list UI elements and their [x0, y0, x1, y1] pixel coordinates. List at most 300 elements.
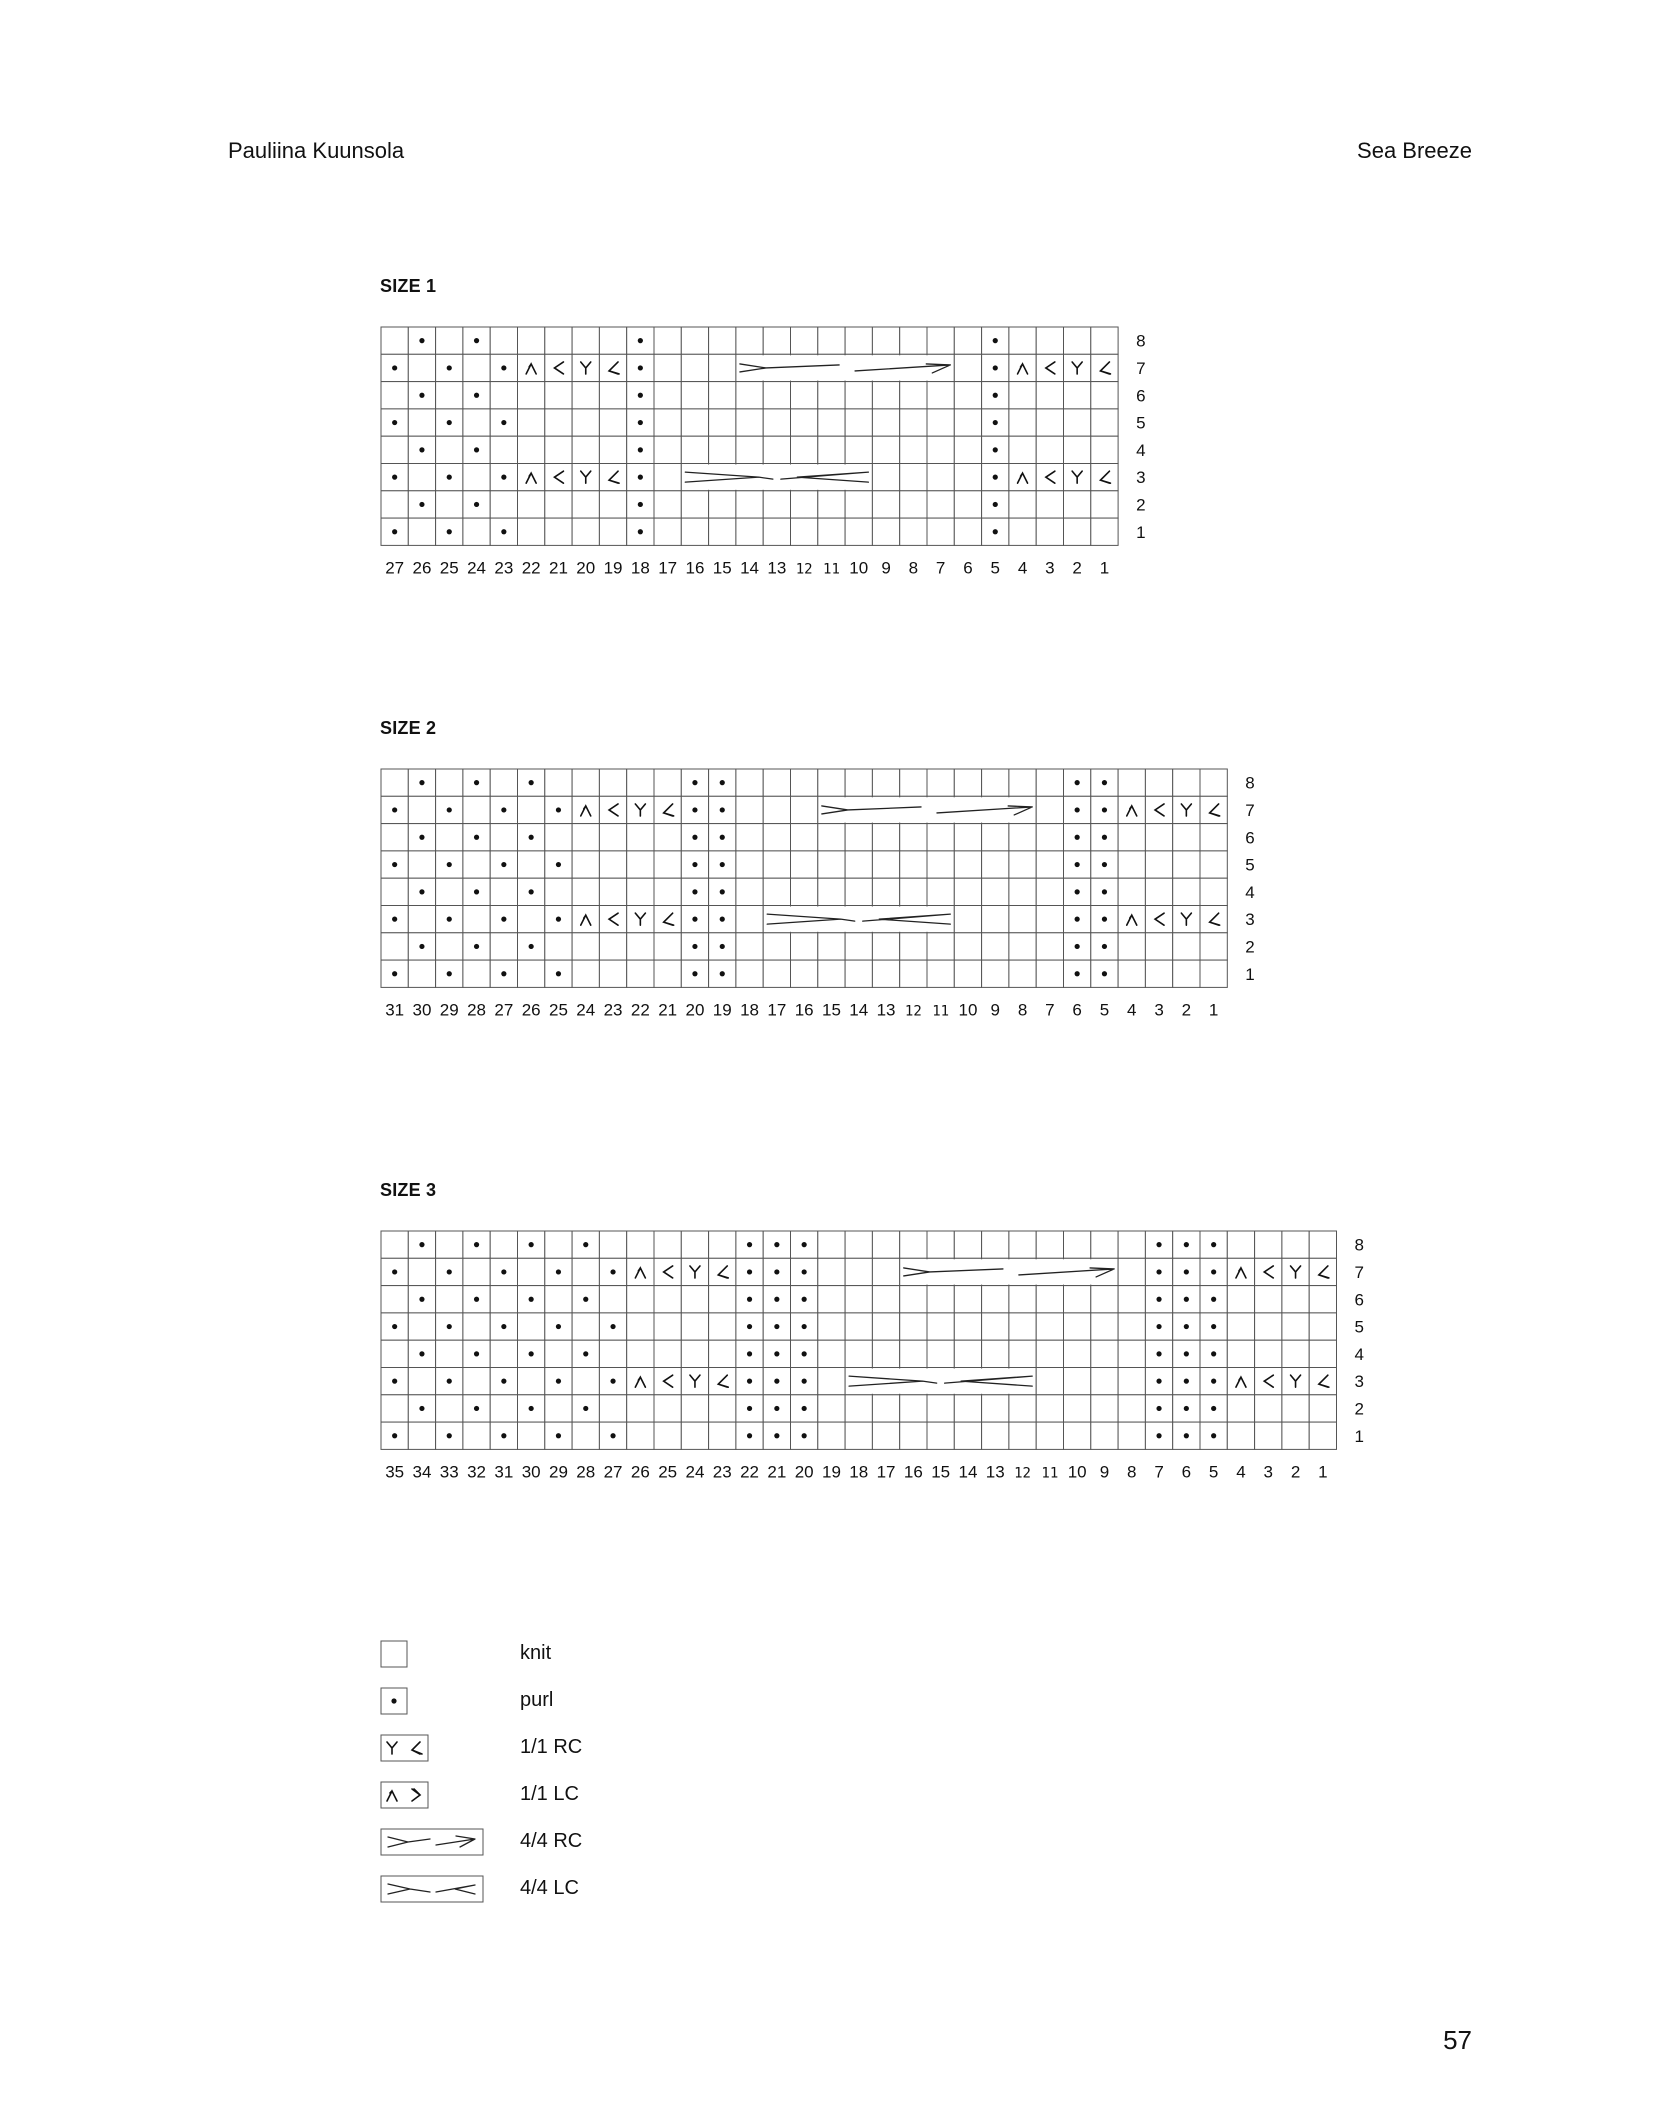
purl-mark — [392, 420, 397, 425]
stitch-cell — [900, 491, 927, 518]
stitch-cell — [954, 1231, 981, 1258]
stitch-cell — [572, 769, 599, 796]
stitch-cell — [654, 518, 681, 545]
column-number: 15 — [931, 1462, 951, 1482]
stitch-cell — [818, 1286, 845, 1313]
purl-mark — [610, 1379, 615, 1384]
stitch-cell — [709, 436, 736, 463]
stitch-cell — [1118, 1368, 1145, 1395]
purl-mark — [501, 807, 506, 812]
stitch-cell — [1282, 1340, 1309, 1367]
stitch-cell — [1091, 1340, 1118, 1367]
stitch-cell — [1009, 1340, 1036, 1367]
stitch-cell — [436, 1395, 463, 1422]
legend-knit — [380, 1640, 780, 1670]
stitch-cell — [1064, 1368, 1091, 1395]
stitch-cell — [954, 824, 981, 851]
purl-mark — [692, 835, 697, 840]
stitch-cell — [572, 518, 599, 545]
stitch-cell — [381, 327, 408, 354]
stitch-cell — [736, 933, 763, 960]
stitch-cell — [709, 1395, 736, 1422]
purl-mark — [1156, 1297, 1161, 1302]
stitch-cell — [1118, 933, 1145, 960]
stitch-cell — [408, 1422, 435, 1449]
stitch-cell — [654, 491, 681, 518]
size-1-title: SIZE 1 — [380, 276, 437, 296]
stitch-cell — [1255, 1286, 1282, 1313]
stitch-cell — [872, 851, 899, 878]
column-number: 34 — [412, 1462, 432, 1482]
stitch-cell — [654, 1368, 681, 1395]
stitch-cell — [654, 1286, 681, 1313]
purl-mark — [419, 1242, 424, 1247]
stitch-cell — [381, 382, 408, 409]
stitch-cell — [599, 1286, 626, 1313]
purl-mark — [1102, 862, 1107, 867]
purl-mark — [1156, 1242, 1161, 1247]
purl-mark — [993, 338, 998, 343]
stitch-cell — [927, 1422, 954, 1449]
purl-mark — [720, 835, 725, 840]
column-number: 22 — [630, 1000, 650, 1020]
purl-symbol-icon — [380, 1687, 490, 1717]
stitch-cell — [927, 824, 954, 851]
column-number: 25 — [658, 1462, 678, 1482]
stitch-cell — [872, 464, 899, 491]
purl-mark — [1211, 1406, 1216, 1411]
stitch-cell — [872, 436, 899, 463]
stitch-cell — [1118, 851, 1145, 878]
purl-mark — [802, 1324, 807, 1329]
stitch-cell — [654, 851, 681, 878]
purl-mark — [392, 1379, 397, 1384]
stitch-cell — [1009, 1395, 1036, 1422]
stitch-cell — [1145, 824, 1172, 851]
row-number: 2 — [1245, 937, 1255, 957]
purl-mark — [501, 475, 506, 480]
column-number: 29 — [548, 1462, 568, 1482]
column-number: 16 — [903, 1462, 923, 1482]
column-number: 24 — [576, 1000, 596, 1020]
stitch-cell — [927, 409, 954, 436]
stitch-cell — [845, 1313, 872, 1340]
stitch-cell — [1009, 878, 1036, 905]
purl-mark — [1156, 1379, 1161, 1384]
purl-mark — [556, 1324, 561, 1329]
purl-mark — [993, 502, 998, 507]
stitch-cell — [599, 878, 626, 905]
stitch-cell — [545, 518, 572, 545]
stitch-cell — [1009, 960, 1036, 987]
row-number: 2 — [1354, 1399, 1364, 1419]
stitch-cell — [900, 960, 927, 987]
column-number: 7 — [935, 558, 946, 578]
stitch-cell — [1309, 1422, 1336, 1449]
stitch-cell — [709, 1231, 736, 1258]
column-number: 9 — [990, 1000, 1000, 1020]
stitch-cell — [627, 878, 654, 905]
stitch-cell — [627, 1231, 654, 1258]
stitch-cell — [872, 1313, 899, 1340]
stitch-cell — [982, 769, 1009, 796]
stitch-cell — [599, 824, 626, 851]
purl-mark — [556, 1433, 561, 1438]
size-3-chart — [380, 1230, 1364, 1490]
stitch-cell — [490, 327, 517, 354]
stitch-cell — [818, 1340, 845, 1367]
stitch-cell — [627, 1395, 654, 1422]
purl-mark — [610, 1269, 615, 1274]
stitch-cell — [1064, 491, 1091, 518]
column-number: 19 — [712, 1000, 732, 1020]
column-number: 20 — [685, 1000, 705, 1020]
stitch-cell — [954, 878, 981, 905]
column-number: 17 — [767, 1000, 787, 1020]
purl-mark — [501, 862, 506, 867]
purl-mark — [529, 944, 534, 949]
stitch-cell — [1173, 824, 1200, 851]
stitch-cell — [954, 409, 981, 436]
stitch-cell — [572, 960, 599, 987]
stitch-cell — [1091, 327, 1118, 354]
stitch-cell — [436, 878, 463, 905]
stitch-cell — [654, 382, 681, 409]
stitch-cell — [463, 409, 490, 436]
stitch-cell — [982, 960, 1009, 987]
stitch-cell — [927, 464, 954, 491]
stitch-cell — [1036, 1286, 1063, 1313]
stitch-cell — [1064, 518, 1091, 545]
purl-mark — [1075, 971, 1080, 976]
stitch-cell — [1036, 382, 1063, 409]
stitch-cell — [954, 464, 981, 491]
stitch-cell — [791, 933, 818, 960]
stitch-cell — [818, 436, 845, 463]
stitch-cell — [599, 1231, 626, 1258]
purl-mark — [720, 780, 725, 785]
purl-mark — [993, 365, 998, 370]
column-number: 18 — [849, 1462, 869, 1482]
legend-knit-label: knit — [520, 1642, 552, 1664]
purl-mark — [447, 420, 452, 425]
stitch-cell — [681, 409, 708, 436]
stitch-cell — [518, 327, 545, 354]
column-number: 4 — [1017, 558, 1028, 578]
stitch-cell — [1036, 464, 1063, 491]
purl-mark — [1184, 1433, 1189, 1438]
stitch-cell — [1145, 933, 1172, 960]
stitch-cell — [654, 436, 681, 463]
stitch-cell — [1036, 1368, 1063, 1395]
stitch-cell — [872, 1286, 899, 1313]
purl-mark — [474, 338, 479, 343]
purl-mark — [747, 1324, 752, 1329]
purl-mark — [1211, 1324, 1216, 1329]
stitch-cell — [900, 851, 927, 878]
stitch-cell — [1009, 1231, 1036, 1258]
column-number: 27 — [385, 558, 405, 578]
purl-mark — [1075, 889, 1080, 894]
stitch-cell — [845, 409, 872, 436]
column-number: 27 — [494, 1000, 514, 1020]
column-number: 26 — [630, 1462, 650, 1482]
purl-mark — [1184, 1351, 1189, 1356]
stitch-cell — [436, 382, 463, 409]
column-number: 1 — [1318, 1462, 1328, 1482]
stitch-cell — [1009, 518, 1036, 545]
stitch-cell — [954, 933, 981, 960]
stitch-cell — [1009, 851, 1036, 878]
stitch-cell — [545, 824, 572, 851]
stitch-cell — [681, 1313, 708, 1340]
stitch-cell — [1309, 1313, 1336, 1340]
stitch-cell — [1036, 796, 1063, 823]
purl-mark — [993, 420, 998, 425]
stitch-cell — [1064, 1286, 1091, 1313]
stitch-cell — [1091, 1231, 1118, 1258]
purl-mark — [1156, 1324, 1161, 1329]
row-number: 3 — [1354, 1372, 1364, 1392]
purl-mark — [529, 889, 534, 894]
stitch-cell — [845, 851, 872, 878]
size-2-chart-grid — [380, 768, 1255, 1028]
stitch-cell — [736, 824, 763, 851]
stitch-cell — [1282, 1286, 1309, 1313]
stitch-cell — [900, 1313, 927, 1340]
stitch-cell — [654, 1340, 681, 1367]
purl-mark — [1156, 1433, 1161, 1438]
stitch-cell — [1064, 409, 1091, 436]
purl-mark — [474, 835, 479, 840]
stitch-cell — [1009, 824, 1036, 851]
stitch-cell — [1036, 491, 1063, 518]
purl-mark — [556, 1269, 561, 1274]
stitch-cell — [545, 436, 572, 463]
purl-mark — [392, 1269, 397, 1274]
column-number: 29 — [439, 1000, 459, 1020]
stitch-cell — [545, 1395, 572, 1422]
column-number: 11 — [823, 561, 840, 578]
stitch-cell — [1227, 1422, 1254, 1449]
stitch-cell — [408, 960, 435, 987]
stitch-cell — [1009, 491, 1036, 518]
purl-mark — [1102, 835, 1107, 840]
stitch-cell — [845, 824, 872, 851]
stitch-cell — [1118, 769, 1145, 796]
purl-mark — [747, 1269, 752, 1274]
column-number: 9 — [881, 558, 891, 578]
stitch-cell — [954, 327, 981, 354]
stitch-cell — [927, 1313, 954, 1340]
stitch-cell — [1118, 824, 1145, 851]
column-number: 33 — [439, 1462, 459, 1482]
stitch-cell — [927, 491, 954, 518]
purl-mark — [556, 1379, 561, 1384]
column-number: 12 — [904, 1003, 922, 1020]
purl-mark — [747, 1406, 752, 1411]
stitch-cell — [490, 1340, 517, 1367]
stitch-cell — [408, 1313, 435, 1340]
stitch-cell — [872, 824, 899, 851]
purl-mark — [993, 529, 998, 534]
column-number: 11 — [932, 1003, 950, 1020]
stitch-cell — [1227, 1313, 1254, 1340]
stitch-cell — [763, 824, 790, 851]
stitch-cell — [599, 409, 626, 436]
purl-mark — [529, 1406, 534, 1411]
purl-mark — [774, 1324, 779, 1329]
purl-mark — [583, 1351, 588, 1356]
purl-mark — [556, 862, 561, 867]
stitch-cell — [818, 518, 845, 545]
purl-mark — [802, 1242, 807, 1247]
stitch-cell — [818, 960, 845, 987]
column-number: 1 — [1099, 558, 1110, 578]
stitch-cell — [654, 824, 681, 851]
purl-mark — [638, 447, 643, 452]
stitch-cell — [763, 878, 790, 905]
stitch-cell — [381, 436, 408, 463]
stitch-cell — [1118, 960, 1145, 987]
stitch-cell — [1091, 436, 1118, 463]
purl-mark — [802, 1379, 807, 1384]
stitch-cell — [1091, 1422, 1118, 1449]
stitch-cell — [627, 1313, 654, 1340]
column-number: 3 — [1154, 1000, 1164, 1020]
purl-mark — [747, 1242, 752, 1247]
purl-mark — [1184, 1242, 1189, 1247]
stitch-cell — [681, 491, 708, 518]
stitch-cell — [654, 327, 681, 354]
stitch-cell — [545, 1231, 572, 1258]
column-number: 5 — [990, 558, 1000, 578]
stitch-cell — [709, 327, 736, 354]
size-3-chart-grid — [380, 1230, 1364, 1490]
row-number: 6 — [1245, 828, 1255, 848]
stitch-cell — [627, 769, 654, 796]
column-number: 8 — [1017, 1000, 1028, 1020]
stitch-cell — [1145, 960, 1172, 987]
stitch-cell — [1009, 409, 1036, 436]
stitch-cell — [545, 878, 572, 905]
stitch-cell — [463, 960, 490, 987]
purl-mark — [474, 889, 479, 894]
stitch-cell — [1009, 769, 1036, 796]
size-2-title: SIZE 2 — [380, 718, 437, 738]
stitch-cell — [954, 1313, 981, 1340]
stitch-cell — [1227, 1231, 1254, 1258]
column-number: 23 — [494, 558, 514, 578]
stitch-cell — [436, 1231, 463, 1258]
legend-1-1-rc — [380, 1734, 780, 1764]
column-number: 18 — [740, 1000, 760, 1020]
column-number: 24 — [685, 1462, 705, 1482]
stitch-cell — [791, 518, 818, 545]
stitch-cell — [1036, 354, 1063, 381]
row-number: 5 — [1136, 413, 1146, 433]
purl-mark — [774, 1269, 779, 1274]
legend-4-4-rc-label: 4/4 RC — [520, 1830, 583, 1852]
stitch-cell — [927, 1395, 954, 1422]
stitch-cell — [681, 1286, 708, 1313]
stitch-cell — [627, 1340, 654, 1367]
purl-mark — [1184, 1297, 1189, 1302]
stitch-cell — [791, 960, 818, 987]
purl-mark — [447, 1269, 452, 1274]
stitch-cell — [818, 878, 845, 905]
purl-mark — [1075, 917, 1080, 922]
stitch-cell — [1282, 1231, 1309, 1258]
stitch-cell — [654, 769, 681, 796]
size-1-chart-grid — [380, 326, 1146, 586]
stitch-cell — [1282, 1395, 1309, 1422]
stitch-cell — [408, 409, 435, 436]
column-number: 22 — [740, 1462, 760, 1482]
purl-mark — [1156, 1269, 1161, 1274]
stitch-cell — [736, 906, 763, 933]
stitch-cell — [1200, 933, 1227, 960]
column-number: 31 — [385, 1000, 405, 1020]
stitch-cell — [408, 906, 435, 933]
purl-mark — [529, 835, 534, 840]
purl-mark — [692, 780, 697, 785]
purl-mark — [392, 971, 397, 976]
stitch-cell — [490, 491, 517, 518]
stitch-cell — [1009, 906, 1036, 933]
stitch-cell — [1091, 491, 1118, 518]
column-number: 27 — [603, 1462, 623, 1482]
stitch-cell — [954, 960, 981, 987]
row-number: 5 — [1354, 1317, 1364, 1337]
column-number: 7 — [1154, 1462, 1164, 1482]
purl-mark — [1211, 1433, 1216, 1438]
purl-mark — [720, 862, 725, 867]
purl-mark — [1075, 807, 1080, 812]
column-number: 9 — [1099, 1462, 1110, 1482]
row-number: 7 — [1354, 1262, 1364, 1282]
knit-symbol-icon — [380, 1640, 490, 1670]
stitch-cell — [681, 1395, 708, 1422]
stitch-cell — [681, 382, 708, 409]
stitch-cell — [654, 1231, 681, 1258]
row-number: 2 — [1136, 495, 1146, 515]
stitch-cell — [1118, 1231, 1145, 1258]
stitch-cell — [1064, 327, 1091, 354]
stitch-cell — [791, 878, 818, 905]
stitch-cell — [408, 1368, 435, 1395]
stitch-cell — [1309, 1231, 1336, 1258]
stitch-cell — [572, 436, 599, 463]
stitch-cell — [927, 960, 954, 987]
size-3-title: SIZE 3 — [380, 1180, 437, 1200]
stitch-cell — [490, 436, 517, 463]
column-number: 32 — [467, 1462, 487, 1482]
stitch-cell — [900, 409, 927, 436]
purl-mark — [529, 1297, 534, 1302]
stitch-cell — [463, 464, 490, 491]
purl-mark — [501, 420, 506, 425]
stitch-cell — [599, 491, 626, 518]
stitch-cell — [1118, 1286, 1145, 1313]
stitch-cell — [408, 1258, 435, 1285]
stitch-cell — [599, 1395, 626, 1422]
stitch-cell — [818, 1258, 845, 1285]
stitch-cell — [599, 960, 626, 987]
stitch-cell — [709, 1340, 736, 1367]
stitch-cell — [1036, 1313, 1063, 1340]
purl-mark — [474, 1242, 479, 1247]
